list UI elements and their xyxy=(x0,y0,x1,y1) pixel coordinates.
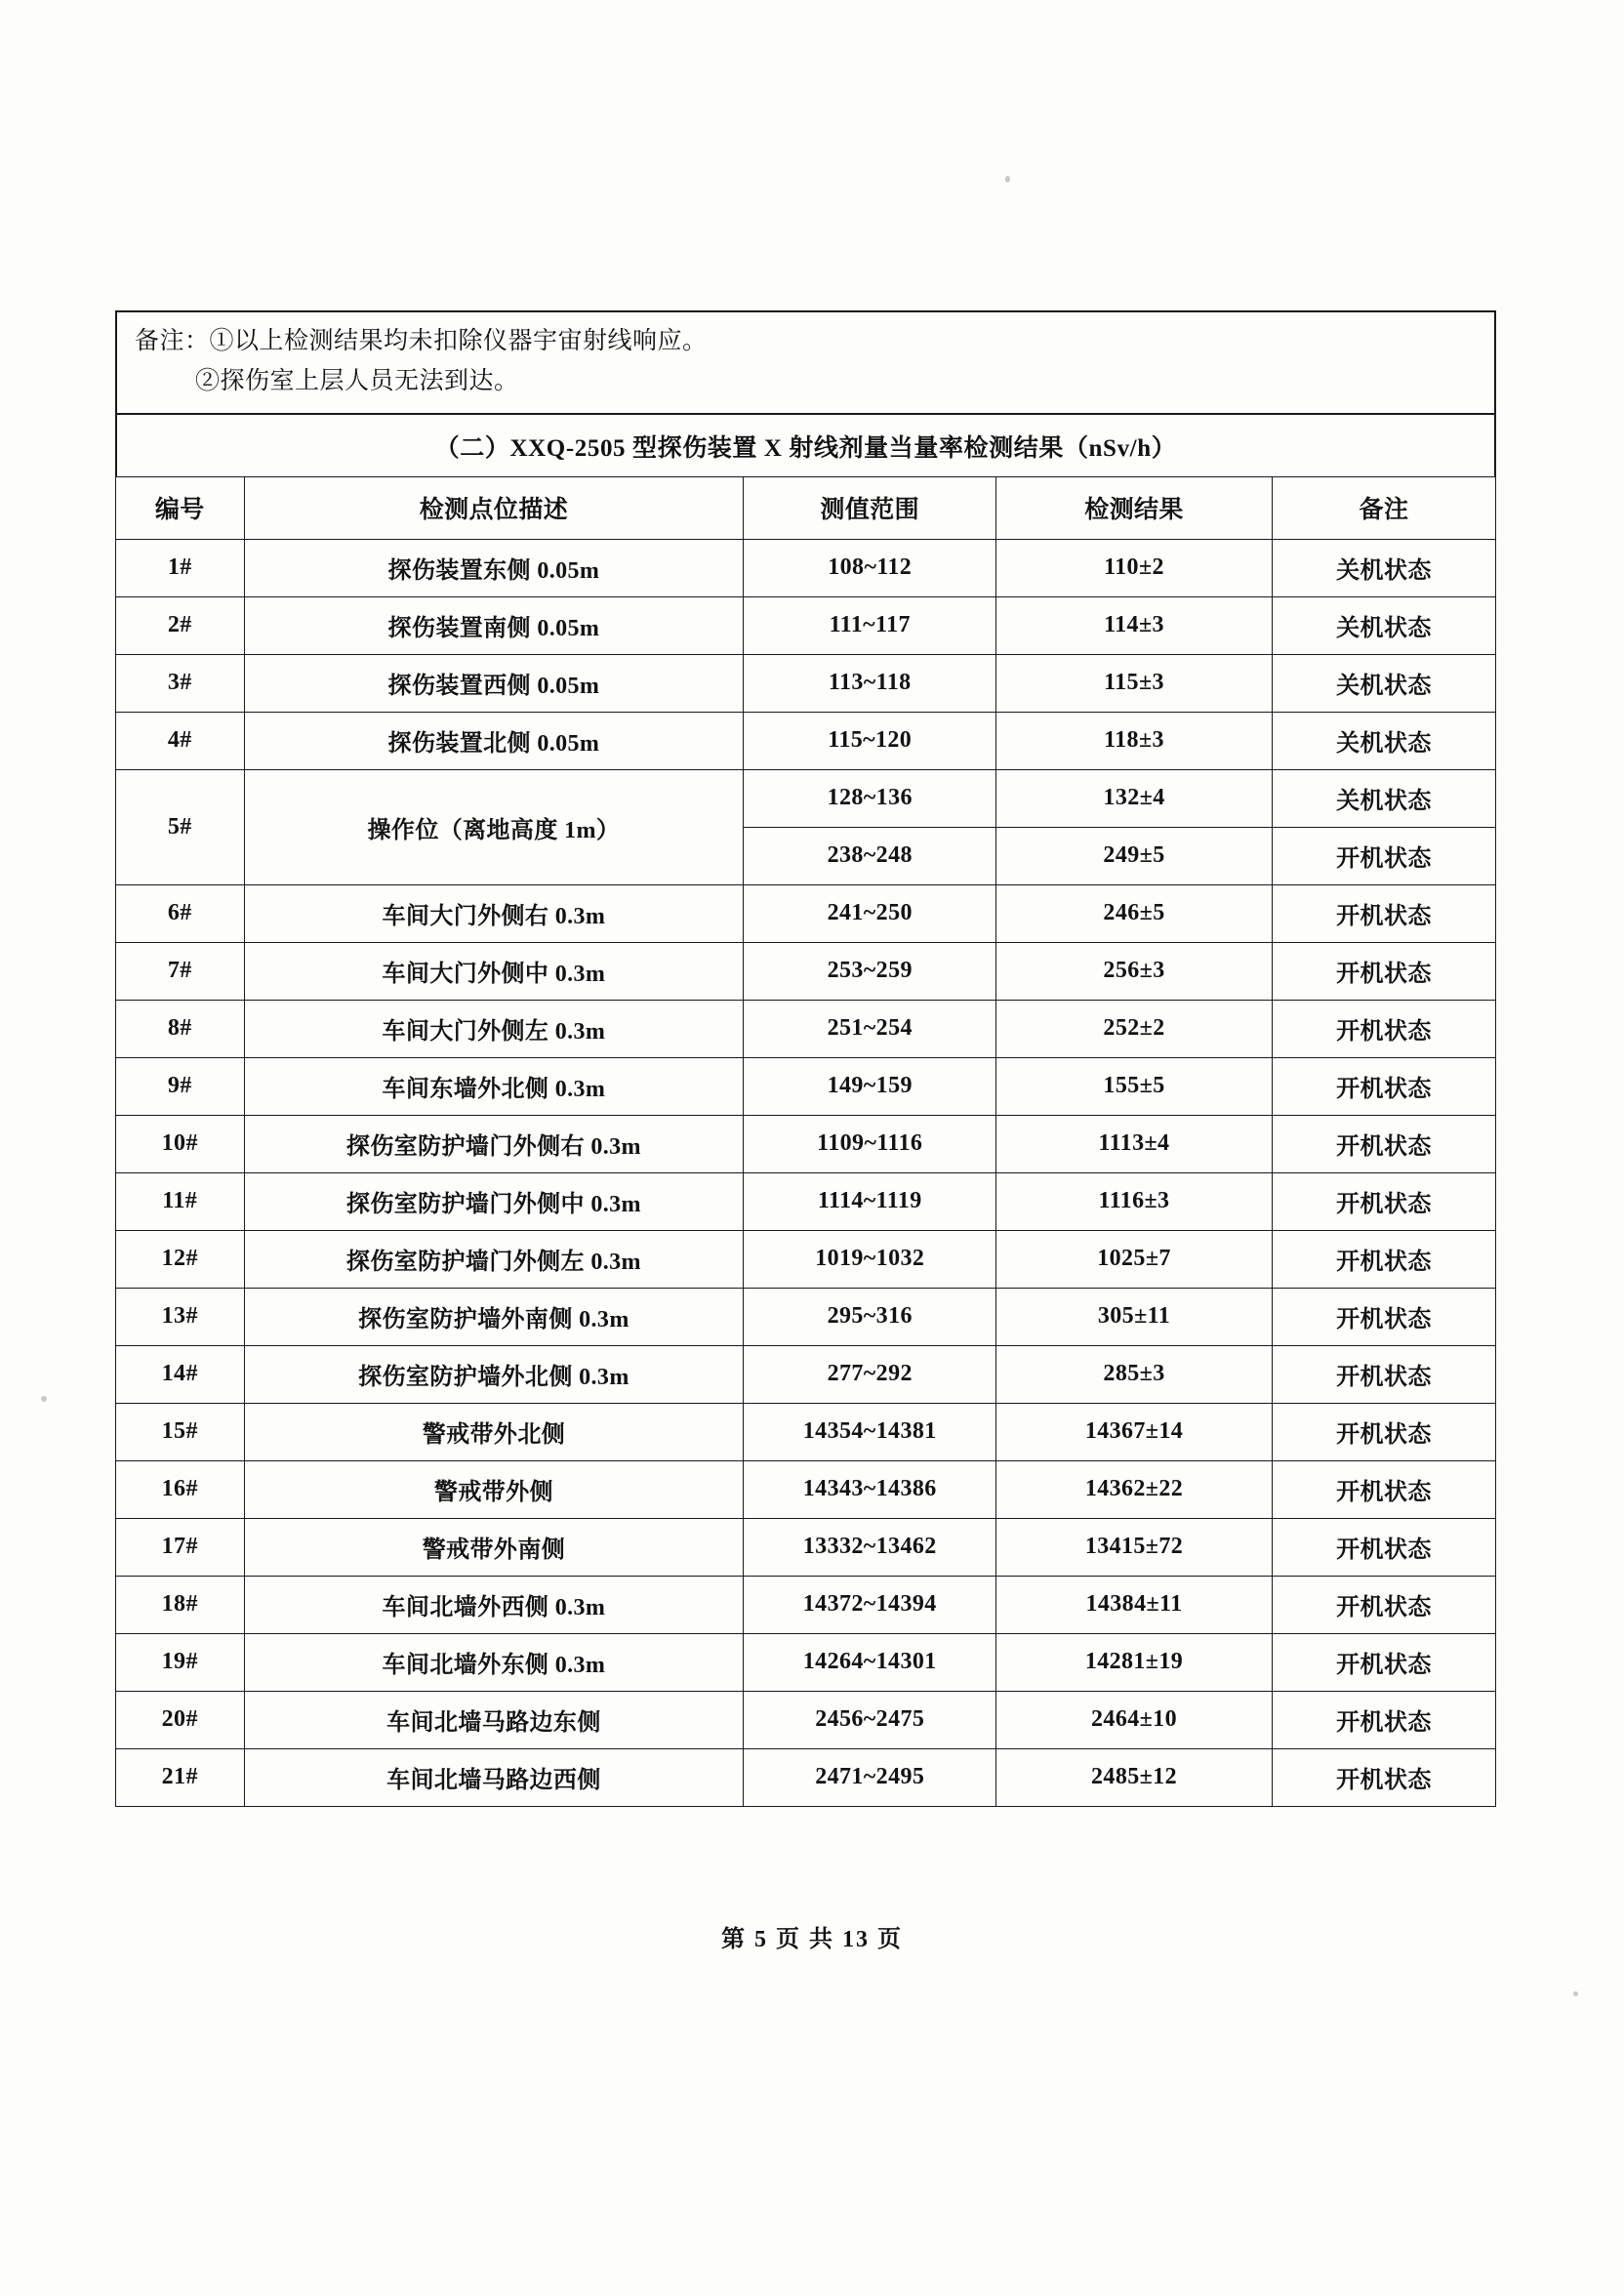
table-row xyxy=(116,943,1496,1001)
cell-id: 12# xyxy=(116,1231,245,1289)
cell-id: 20# xyxy=(116,1692,245,1749)
cell-range: 238~248 xyxy=(744,828,996,885)
cell-description: 车间大门外侧右 0.3m xyxy=(244,885,744,943)
cell-result: 305±11 xyxy=(996,1289,1273,1346)
cell-note: 关机状态 xyxy=(1272,540,1495,597)
cell-range: 111~117 xyxy=(744,597,996,655)
cell-note: 开机状态 xyxy=(1272,1001,1495,1058)
cell-id: 10# xyxy=(116,1116,245,1173)
table-row xyxy=(116,1634,1496,1692)
cell-note: 关机状态 xyxy=(1272,770,1495,828)
cell-result: 1113±4 xyxy=(996,1116,1273,1173)
cell-id: 3# xyxy=(116,655,245,713)
column-header-note: 备注 xyxy=(1272,477,1495,540)
cell-note: 关机状态 xyxy=(1272,713,1495,770)
table-row xyxy=(116,1692,1496,1749)
cell-id: 7# xyxy=(116,943,245,1001)
cell-range: 14264~14301 xyxy=(744,1634,996,1692)
cell-note: 开机状态 xyxy=(1272,1289,1495,1346)
table-row xyxy=(116,655,1496,713)
cell-range: 108~112 xyxy=(744,540,996,597)
cell-note: 开机状态 xyxy=(1272,943,1495,1001)
cell-id: 8# xyxy=(116,1001,245,1058)
cell-range: 149~159 xyxy=(744,1058,996,1116)
cell-note: 开机状态 xyxy=(1272,1231,1495,1289)
report-sheet xyxy=(115,310,1496,1807)
cell-description: 探伤装置南侧 0.05m xyxy=(244,597,744,655)
cell-note: 开机状态 xyxy=(1272,828,1495,885)
cell-note: 开机状态 xyxy=(1272,1749,1495,1807)
cell-range: 295~316 xyxy=(744,1289,996,1346)
cell-description: 探伤室防护墙门外侧左 0.3m xyxy=(244,1231,744,1289)
cell-description: 警戒带外北侧 xyxy=(244,1404,744,1461)
cell-range: 13332~13462 xyxy=(744,1519,996,1577)
cell-range: 1109~1116 xyxy=(744,1116,996,1173)
measurement-table xyxy=(115,476,1496,1807)
table-title: （二）XXQ-2505 型探伤装置 X 射线剂量当量率检测结果（nSv/h） xyxy=(115,413,1496,476)
cell-range: 115~120 xyxy=(744,713,996,770)
cell-note: 关机状态 xyxy=(1272,655,1495,713)
cell-description: 探伤装置东侧 0.05m xyxy=(244,540,744,597)
cell-result: 256±3 xyxy=(996,943,1273,1001)
cell-note: 关机状态 xyxy=(1272,597,1495,655)
cell-description: 探伤室防护墙门外侧右 0.3m xyxy=(244,1116,744,1173)
cell-description: 车间大门外侧中 0.3m xyxy=(244,943,744,1001)
cell-note: 开机状态 xyxy=(1272,1173,1495,1231)
cell-id: 21# xyxy=(116,1749,245,1807)
cell-description: 车间北墙外东侧 0.3m xyxy=(244,1634,744,1692)
remark-line-1: 备注：①以上检测结果均未扣除仪器宇宙射线响应。 xyxy=(135,328,708,354)
cell-description: 车间北墙马路边西侧 xyxy=(244,1749,744,1807)
table-row xyxy=(116,1519,1496,1577)
cell-id: 2# xyxy=(116,597,245,655)
cell-range: 1019~1032 xyxy=(744,1231,996,1289)
cell-result: 2485±12 xyxy=(996,1749,1273,1807)
cell-id: 19# xyxy=(116,1634,245,1692)
cell-result: 110±2 xyxy=(996,540,1273,597)
column-header-id: 编号 xyxy=(116,477,245,540)
cell-id: 1# xyxy=(116,540,245,597)
cell-description: 车间大门外侧左 0.3m xyxy=(244,1001,744,1058)
table-row xyxy=(116,770,1496,828)
cell-result: 2464±10 xyxy=(996,1692,1273,1749)
cell-range: 2456~2475 xyxy=(744,1692,996,1749)
cell-description: 车间北墙马路边东侧 xyxy=(244,1692,744,1749)
table-row xyxy=(116,1289,1496,1346)
cell-id: 15# xyxy=(116,1404,245,1461)
cell-description: 探伤室防护墙外南侧 0.3m xyxy=(244,1289,744,1346)
cell-description: 车间东墙外北侧 0.3m xyxy=(244,1058,744,1116)
cell-note: 开机状态 xyxy=(1272,1519,1495,1577)
table-row xyxy=(116,1749,1496,1807)
table-row xyxy=(116,540,1496,597)
cell-result: 132±4 xyxy=(996,770,1273,828)
cell-result: 285±3 xyxy=(996,1346,1273,1404)
table-row xyxy=(116,1173,1496,1231)
table-row xyxy=(116,713,1496,770)
cell-result: 115±3 xyxy=(996,655,1273,713)
cell-range: 14354~14381 xyxy=(744,1404,996,1461)
cell-note: 开机状态 xyxy=(1272,1577,1495,1634)
cell-result: 1116±3 xyxy=(996,1173,1273,1231)
cell-id: 13# xyxy=(116,1289,245,1346)
cell-note: 开机状态 xyxy=(1272,1058,1495,1116)
cell-note: 开机状态 xyxy=(1272,1346,1495,1404)
cell-description: 探伤室防护墙门外侧中 0.3m xyxy=(244,1173,744,1231)
table-row xyxy=(116,885,1496,943)
table-row xyxy=(116,1058,1496,1116)
cell-range: 2471~2495 xyxy=(744,1749,996,1807)
table-row xyxy=(116,1577,1496,1634)
table-row xyxy=(116,597,1496,655)
column-header-desc: 检测点位描述 xyxy=(244,477,744,540)
cell-description: 警戒带外南侧 xyxy=(244,1519,744,1577)
cell-id: 11# xyxy=(116,1173,245,1231)
cell-id: 6# xyxy=(116,885,245,943)
cell-range: 277~292 xyxy=(744,1346,996,1404)
cell-id: 18# xyxy=(116,1577,245,1634)
cell-range: 14343~14386 xyxy=(744,1461,996,1519)
cell-range: 253~259 xyxy=(744,943,996,1001)
cell-description: 探伤装置北侧 0.05m xyxy=(244,713,744,770)
cell-description: 探伤室防护墙外北侧 0.3m xyxy=(244,1346,744,1404)
cell-note: 开机状态 xyxy=(1272,885,1495,943)
cell-result: 252±2 xyxy=(996,1001,1273,1058)
table-header-row xyxy=(116,477,1496,540)
cell-result: 114±3 xyxy=(996,597,1273,655)
table-row xyxy=(116,1404,1496,1461)
cell-result: 118±3 xyxy=(996,713,1273,770)
cell-result: 155±5 xyxy=(996,1058,1273,1116)
table-row xyxy=(116,1116,1496,1173)
table-row xyxy=(116,1346,1496,1404)
cell-description: 车间北墙外西侧 0.3m xyxy=(244,1577,744,1634)
cell-range: 128~136 xyxy=(744,770,996,828)
cell-range: 1114~1119 xyxy=(744,1173,996,1231)
cell-range: 14372~14394 xyxy=(744,1577,996,1634)
cell-note: 开机状态 xyxy=(1272,1634,1495,1692)
table-row xyxy=(116,1231,1496,1289)
table-body xyxy=(116,540,1496,1807)
cell-result: 13415±72 xyxy=(996,1519,1273,1577)
cell-id: 14# xyxy=(116,1346,245,1404)
cell-result: 246±5 xyxy=(996,885,1273,943)
cell-id: 4# xyxy=(116,713,245,770)
cell-description: 操作位（离地高度 1m） xyxy=(244,770,744,885)
cell-note: 开机状态 xyxy=(1272,1116,1495,1173)
cell-id: 5# xyxy=(116,770,245,885)
cell-description: 警戒带外侧 xyxy=(244,1461,744,1519)
cell-result: 14362±22 xyxy=(996,1461,1273,1519)
cell-result: 249±5 xyxy=(996,828,1273,885)
cell-range: 251~254 xyxy=(744,1001,996,1058)
cell-note: 开机状态 xyxy=(1272,1404,1495,1461)
cell-note: 开机状态 xyxy=(1272,1692,1495,1749)
remarks-block xyxy=(115,310,1496,413)
cell-range: 241~250 xyxy=(744,885,996,943)
cell-id: 9# xyxy=(116,1058,245,1116)
cell-range: 113~118 xyxy=(744,655,996,713)
cell-id: 16# xyxy=(116,1461,245,1519)
table-row xyxy=(116,1461,1496,1519)
column-header-range: 测值范围 xyxy=(744,477,996,540)
cell-result: 14384±11 xyxy=(996,1577,1273,1634)
cell-id: 17# xyxy=(116,1519,245,1577)
cell-result: 14367±14 xyxy=(996,1404,1273,1461)
remark-line-2: ②探伤室上层人员无法到达。 xyxy=(195,367,519,394)
cell-description: 探伤装置西侧 0.05m xyxy=(244,655,744,713)
cell-result: 14281±19 xyxy=(996,1634,1273,1692)
cell-note: 开机状态 xyxy=(1272,1461,1495,1519)
cell-result: 1025±7 xyxy=(996,1231,1273,1289)
page-footer: 第 5 页 共 13 页 xyxy=(721,1927,903,1952)
column-header-result: 检测结果 xyxy=(996,477,1273,540)
table-row xyxy=(116,1001,1496,1058)
